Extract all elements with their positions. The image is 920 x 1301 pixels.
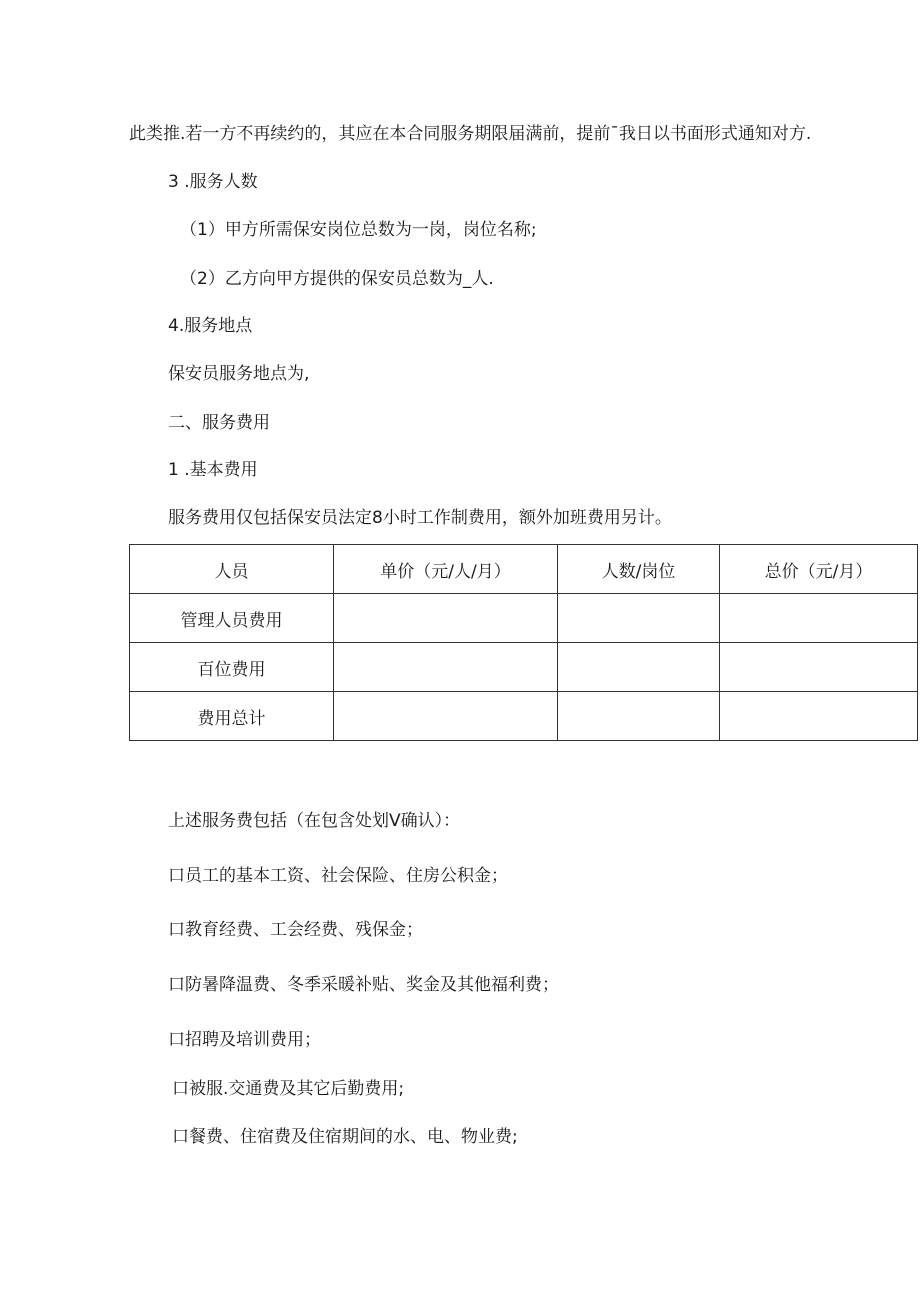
row-label: 百位费用 bbox=[130, 643, 334, 692]
row-label: 管理人员费用 bbox=[130, 594, 334, 643]
list-item-meals-accommodation: 口餐费、住宿费及住宿期间的水、电、物业费; bbox=[172, 1127, 518, 1147]
contract-renewal-text: 此类推.若一方不再续约的，其应在本合同服务期限届满前，提前¯我日以书面形式通知对方. bbox=[129, 124, 812, 144]
table-cell bbox=[334, 594, 558, 643]
table-header-row bbox=[130, 545, 918, 594]
header-total-price: 总价（元/月） bbox=[720, 545, 918, 594]
section-heading-service-location: 4.服务地点 bbox=[168, 316, 253, 336]
table-cell bbox=[558, 643, 720, 692]
table-cell bbox=[720, 594, 918, 643]
section-heading-basic-fees: 1 .基本费用 bbox=[168, 460, 258, 480]
service-location-text: 保安员服务地点为, bbox=[168, 364, 310, 384]
clause-guard-count: （2）乙方向甲方提供的保安员总数为_人. bbox=[180, 269, 494, 289]
fee-scope-text: 服务费用仅包括保安员法定8小时工作制费用，额外加班费用另计。 bbox=[168, 508, 672, 528]
row-label: 费用总计 bbox=[130, 692, 334, 741]
section-heading-service-fees: 二、服务费用 bbox=[168, 413, 270, 433]
list-item-uniform-transport: 口被服.交通费及其它后勤费用; bbox=[172, 1079, 405, 1099]
section-heading-service-headcount: 3 .服务人数 bbox=[168, 172, 258, 192]
table-row bbox=[130, 643, 918, 692]
list-item-welfare: 口防暑降温费、冬季采暖补贴、奖金及其他福利费； bbox=[168, 975, 559, 995]
header-headcount: 人数/岗位 bbox=[558, 545, 720, 594]
table-cell bbox=[558, 594, 720, 643]
table-row bbox=[130, 692, 918, 741]
clause-post-count: （1）甲方所需保安岗位总数为一岗，岗位名称; bbox=[180, 220, 537, 240]
table-cell bbox=[558, 692, 720, 741]
list-item-basic-wages: 口员工的基本工资、社会保险、住房公积金； bbox=[168, 866, 508, 886]
includes-intro: 上述服务费包括（在包含处划V确认）： bbox=[168, 811, 461, 831]
table-cell bbox=[334, 692, 558, 741]
table-cell bbox=[720, 692, 918, 741]
list-item-recruitment-training: 口招聘及培训费用； bbox=[168, 1030, 321, 1050]
list-item-education-funds: 口教育经费、工会经费、残保金； bbox=[168, 920, 423, 940]
header-personnel: 人员 bbox=[130, 545, 334, 594]
header-unit-price: 单价（元/人/月） bbox=[334, 545, 558, 594]
table-cell bbox=[720, 643, 918, 692]
table-cell bbox=[334, 643, 558, 692]
table-row bbox=[130, 594, 918, 643]
fee-table bbox=[129, 544, 918, 741]
